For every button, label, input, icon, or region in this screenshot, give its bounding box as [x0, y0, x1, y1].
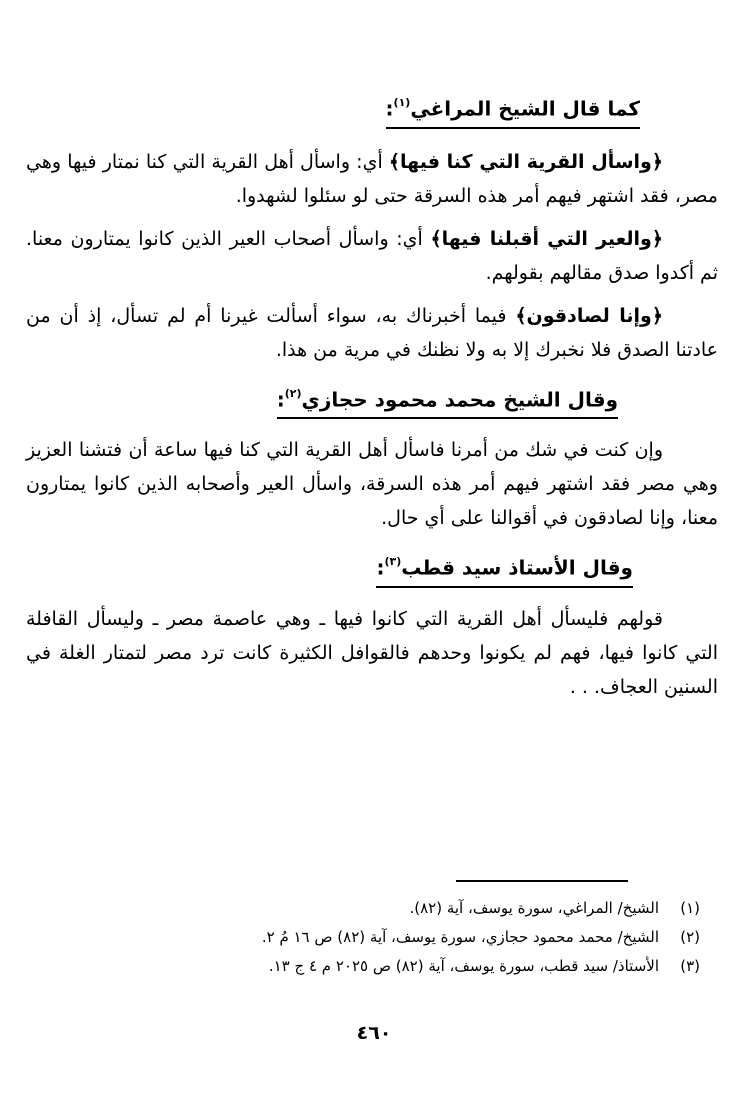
- paragraph-hijazi-commentary: [26, 433, 718, 535]
- section-heading-maraghi: [386, 92, 640, 129]
- paragraph-text: فيما أخبرناك به، سواء أسألت غيرنا أم لم تسأل، إذ أن من عادتنا الصدق فلا نخبرك إلا به ولا نظنك في مرية من هذا.: [26, 304, 718, 361]
- paragraph-quote-village: [26, 145, 718, 213]
- section-heading-qutb: [376, 551, 633, 588]
- paragraph-text: قولهم فليسأل أهل القرية التي كانوا فيها ـ وهي عاصمة مصر ـ وليسأل القافلة التي كانوا فيها، فهم لم يكونوا وحدهم فالقوافل الكثيرة كانت ترد مصر لتمتار الغلة في السنين العجاف. . .: [26, 607, 718, 698]
- page-number: ٤٦٠: [356, 1022, 392, 1044]
- paragraph-qutb-commentary: [26, 602, 718, 704]
- footnote-ref-2: (٢): [284, 386, 302, 400]
- quran-quote: ﴿والعير التي أقبلنا فيها﴾: [430, 227, 663, 250]
- paragraph-text: وإن كنت في شك من أمرنا فاسأل أهل القرية التي كنا فيها ساعة أن فتشنا العزيز وهي مصر فقد اشتهر فيهم أمر هذه السرقة، واسأل العير وأصحابه الذين كانوا يمتارون معنا، وإنا لصادقون في أقوالنا على أي حال.: [26, 439, 718, 530]
- footnotes-section: [30, 880, 700, 981]
- footnote-number: (٢): [680, 928, 700, 946]
- footnote-text: الشيخ/ محمد محمود حجازي، سورة يوسف، آية (٨٢) ص ١٦ مُ ٢.: [261, 928, 659, 946]
- heading-colon: :: [276, 387, 285, 412]
- paragraph-text: أي: واسأل أصحاب العير الذين كانوا يمتارون معنا. ثم أكدوا صدق مقالهم بقولهم.: [26, 227, 718, 284]
- footnote-item: [30, 952, 700, 981]
- footnote-ref-3: (٣): [384, 555, 402, 569]
- footnote-number: (٣): [680, 957, 700, 975]
- paragraph-text: أي: واسأل أهل القرية التي كنا نمتار فيها وهي مصر، فقد اشتهر فيهم أمر هذه السرقة حتى لو سئلوا لشهدوا.: [26, 150, 718, 207]
- footnote-divider: [456, 880, 628, 882]
- quran-quote: ﴿وإنا لصادقون﴾: [515, 304, 663, 327]
- heading-colon: :: [385, 96, 394, 121]
- footnote-text: الشيخ/ المراغي، سورة يوسف، آية (٨٢).: [409, 899, 659, 917]
- heading-text: وقال الشيخ محمد محمود حجازي: [301, 387, 618, 412]
- main-content: [26, 92, 718, 713]
- heading-colon: :: [376, 555, 385, 580]
- quran-quote: ﴿واسأل القرية التي كنا فيها﴾: [388, 150, 663, 173]
- heading-text: وقال الأستاذ سيد قطب: [401, 555, 633, 580]
- footnote-number: (١): [680, 899, 700, 917]
- footnote-ref-1: (١): [393, 96, 411, 109]
- section-heading-hijazi: [277, 383, 618, 420]
- paragraph-quote-caravan: [26, 222, 718, 290]
- heading-text: كما قال الشيخ المراغي: [410, 96, 640, 121]
- footnote-item: [30, 923, 700, 952]
- footnote-item: [30, 894, 700, 923]
- paragraph-quote-truthful: [26, 299, 718, 367]
- footnote-text: الأستاذ/ سيد قطب، سورة يوسف، آية (٨٢) ص ٢٠٢٥ م ٤ ج ١٣.: [268, 957, 659, 975]
